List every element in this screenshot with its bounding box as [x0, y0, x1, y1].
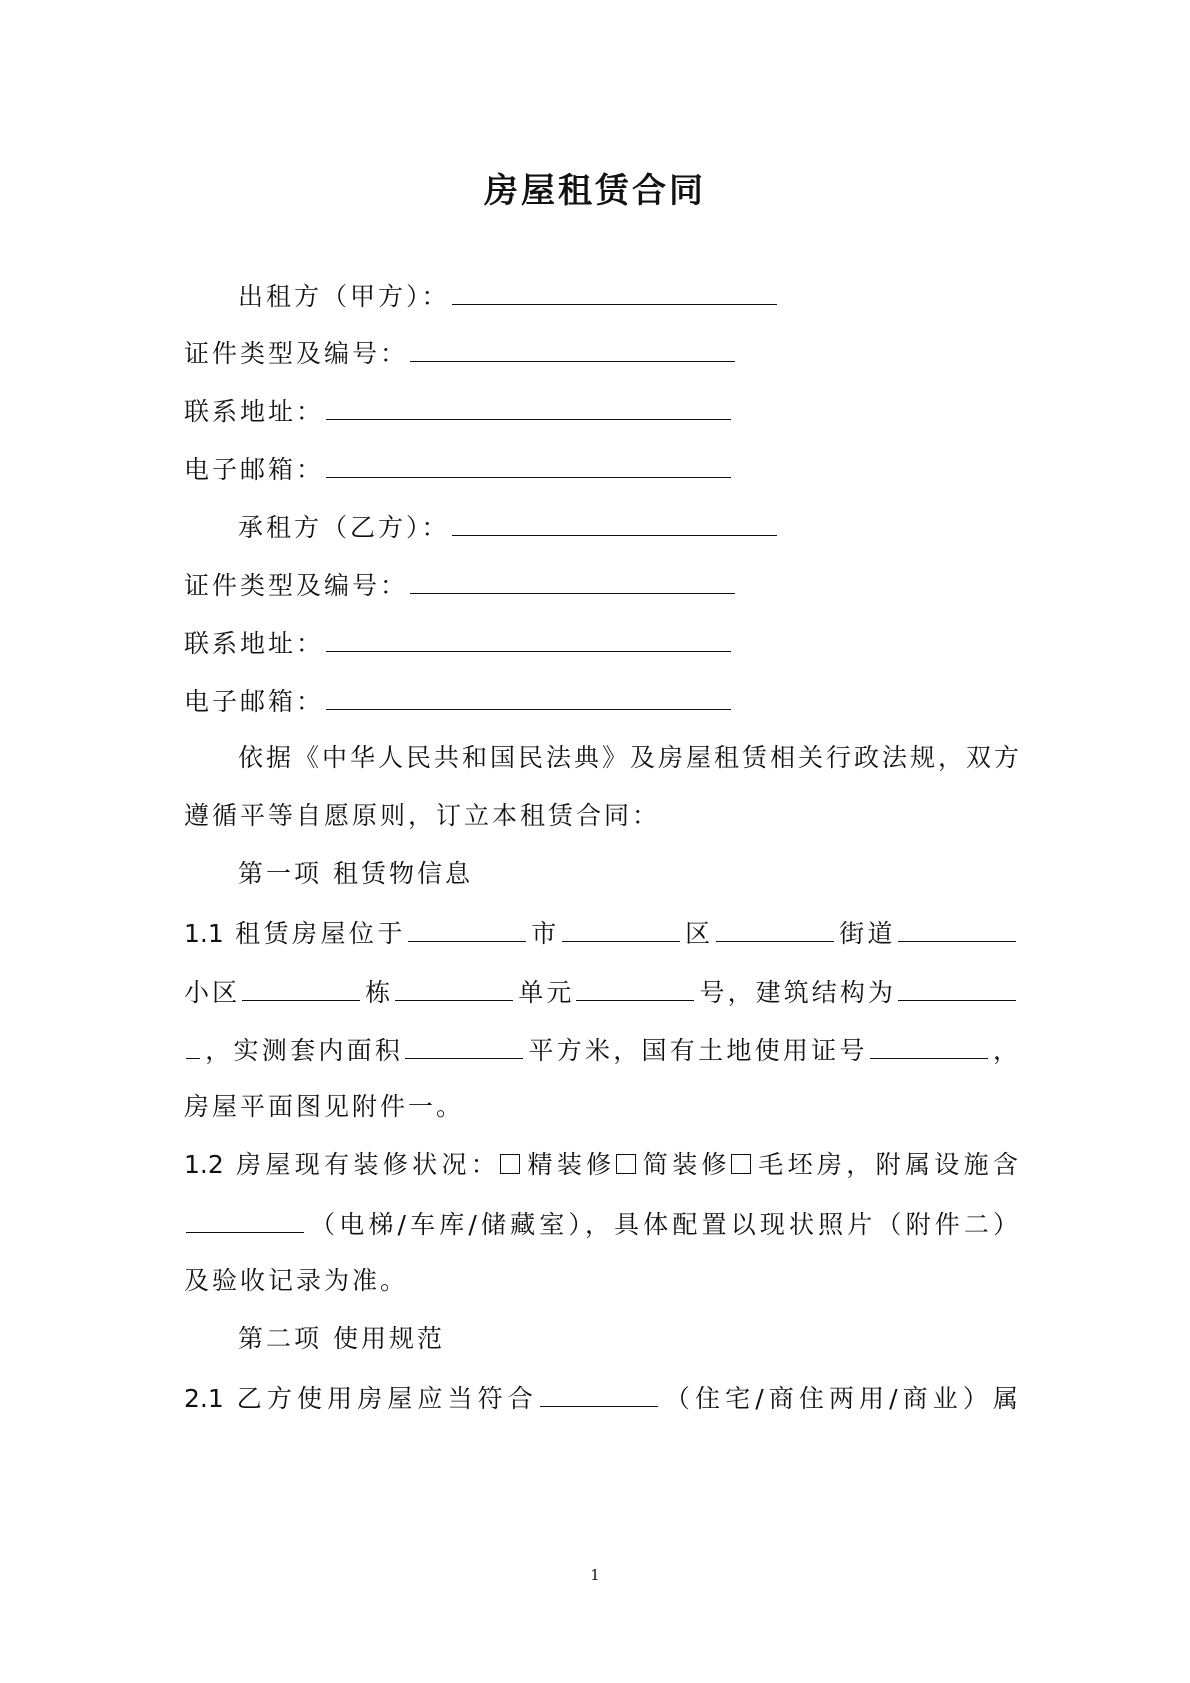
- room-number-blank[interactable]: [576, 974, 694, 1001]
- checkbox-fine-decoration[interactable]: [500, 1154, 520, 1174]
- structure-label: 号，建筑结构为: [696, 978, 896, 1007]
- checkbox-simple-decoration[interactable]: [616, 1154, 636, 1174]
- clause-1-1-line-4: 房屋平面图见附件一。: [184, 1092, 465, 1121]
- lessor-email-label: 电子邮箱：: [184, 455, 325, 484]
- clause-1-1-line-1: [184, 915, 1018, 951]
- facilities-description: （电梯/车库/储藏室），具体配置以现状照片（附件二）: [306, 1210, 1018, 1239]
- usage-options: （住宅/商住两用/商业）属: [659, 1384, 1018, 1413]
- option-fine-decoration: 精装修: [523, 1150, 616, 1179]
- community-blank[interactable]: [898, 915, 1016, 942]
- clause-1-1-line-2: [184, 974, 1018, 1010]
- lessor-name-blank[interactable]: [452, 278, 777, 305]
- option-unfinished: 毛坯房，附属设施含: [753, 1150, 1018, 1179]
- preamble-line-1: 依据《中华人民共和国民法典》及房屋租赁相关行政法规，双方: [238, 743, 1023, 772]
- section-1-heading: 第一项 租赁物信息: [238, 859, 473, 888]
- lessee-name-blank[interactable]: [452, 509, 777, 536]
- unit-label: 单元: [515, 978, 575, 1007]
- community-label: 小区: [184, 978, 241, 1007]
- lessee-email-line: [184, 683, 733, 719]
- lessee-id-blank[interactable]: [410, 567, 735, 594]
- clause-1-1-line-3: [184, 1032, 1018, 1068]
- page-number: 1: [590, 1566, 600, 1584]
- section-2-heading: 第二项 使用规范: [238, 1324, 445, 1353]
- lessor-line: [238, 278, 779, 314]
- building-label: 栋: [362, 978, 394, 1007]
- lessor-id-line: [184, 335, 737, 371]
- lessee-label: 承租方（乙方）：: [238, 513, 450, 542]
- lessee-id-line: [184, 567, 737, 603]
- lessor-id-blank[interactable]: [410, 335, 735, 362]
- option-simple-decoration: 简装修: [638, 1150, 731, 1179]
- comma-label: ，: [989, 1036, 1018, 1065]
- lessor-id-label: 证件类型及编号：: [184, 339, 409, 368]
- structure-blank[interactable]: [898, 974, 1016, 1001]
- street-blank[interactable]: [716, 915, 834, 942]
- building-blank[interactable]: [242, 974, 360, 1001]
- lessee-email-blank[interactable]: [326, 683, 731, 710]
- lessor-email-line: [184, 451, 733, 487]
- structure-blank-continued[interactable]: [186, 1032, 200, 1059]
- clause-1-1-prefix: 1.1 租赁房屋位于: [184, 919, 406, 948]
- lessee-email-label: 电子邮箱：: [184, 687, 325, 716]
- area-blank[interactable]: [405, 1032, 523, 1059]
- district-blank[interactable]: [562, 915, 680, 942]
- lessee-address-blank[interactable]: [326, 625, 731, 652]
- lessee-address-line: [184, 625, 733, 661]
- clause-1-2-line-1: [184, 1148, 1018, 1182]
- preamble-line-2: 遵循平等自愿原则，订立本租赁合同：: [184, 801, 661, 830]
- lessor-label: 出租方（甲方）：: [238, 282, 450, 311]
- lessor-address-label: 联系地址：: [184, 397, 325, 426]
- clause-1-2-prefix: 1.2 房屋现有装修状况：: [184, 1150, 501, 1179]
- checkbox-unfinished[interactable]: [731, 1154, 751, 1174]
- lessor-email-blank[interactable]: [326, 451, 731, 478]
- clause-1-2-line-2: [184, 1206, 1018, 1242]
- street-label: 街道: [835, 919, 896, 948]
- clause-2-1-prefix: 2.1 乙方使用房屋应当符合: [184, 1384, 538, 1413]
- clause-1-2-line-3: 及验收记录为准。: [184, 1266, 409, 1295]
- lessee-address-label: 联系地址：: [184, 629, 325, 658]
- lessee-id-label: 证件类型及编号：: [184, 571, 409, 600]
- city-blank[interactable]: [408, 915, 526, 942]
- facilities-blank[interactable]: [186, 1206, 304, 1233]
- lessee-line: [238, 509, 779, 545]
- district-label: 区: [681, 919, 714, 948]
- clause-2-1-line-1: [184, 1380, 1018, 1416]
- area-label: ，实测套内面积: [202, 1036, 404, 1065]
- land-certificate-label: 平方米，国有土地使用证号: [525, 1036, 868, 1065]
- city-label: 市: [527, 919, 560, 948]
- lessor-address-line: [184, 393, 733, 429]
- usage-blank[interactable]: [540, 1380, 658, 1407]
- unit-blank[interactable]: [395, 974, 513, 1001]
- lessor-address-blank[interactable]: [326, 393, 731, 420]
- land-certificate-blank[interactable]: [870, 1032, 988, 1059]
- document-title: 房屋租赁合同: [484, 171, 706, 211]
